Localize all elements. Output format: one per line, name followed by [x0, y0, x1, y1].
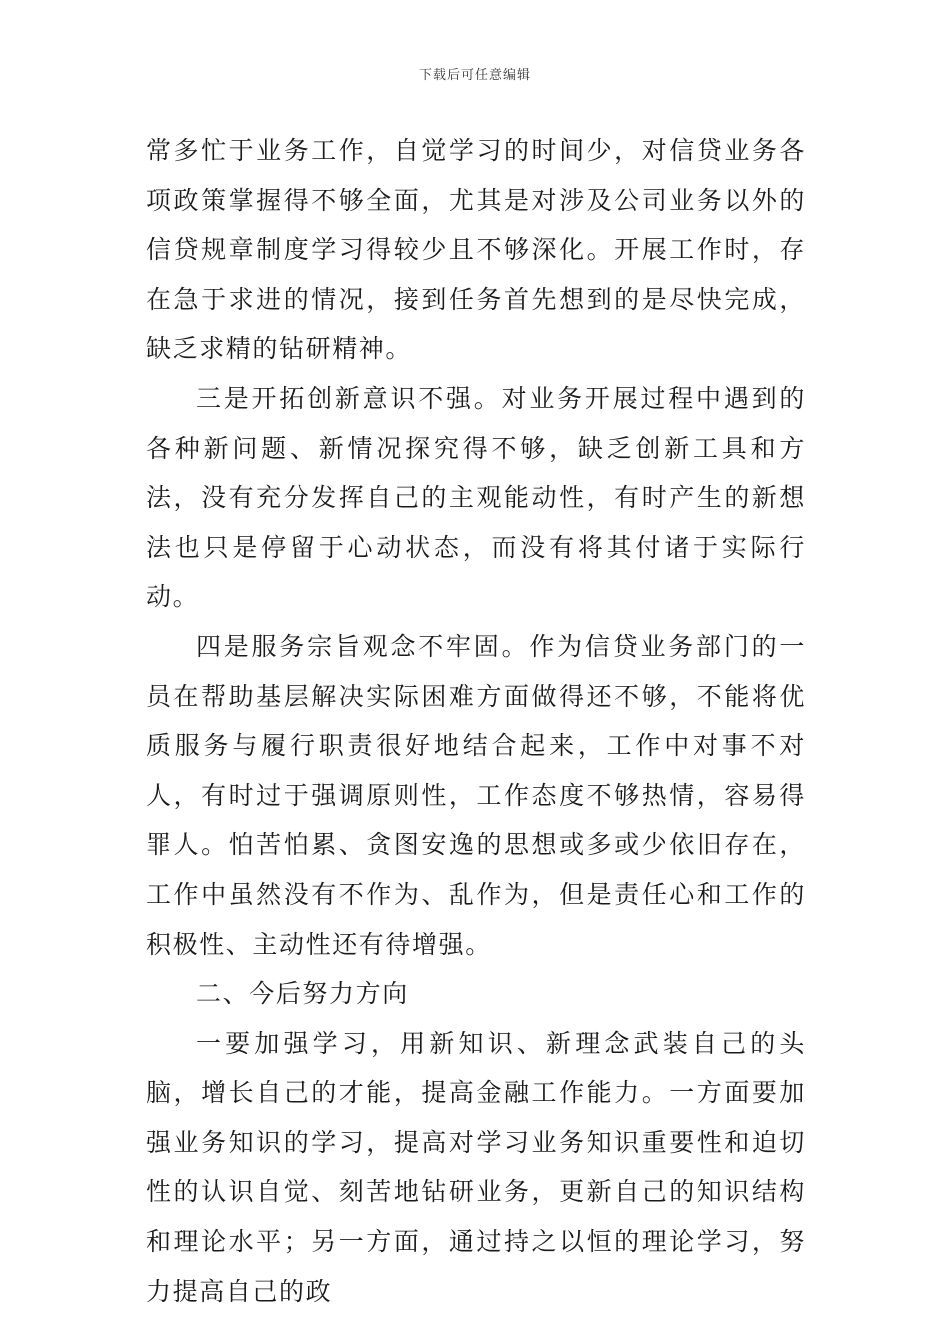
paragraph-continuation: 常多忙于业务工作，自觉学习的时间少，对信贷业务各项政策掌握得不够全面，尤其是对涉及公司业务以外的信贷规章制度学习得较少且不够深化。开展工作时，存在急于求进的情况，接到任务首先想到的是尽快完成，缺乏求精的钻研精神。	[146, 136, 806, 364]
paragraph-service: 四是服务宗旨观念不牢固。作为信贷业务部门的一员在帮助基层解决实际困难方面做得还不够，不能将优质服务与履行职责很好地结合起来，工作中对事不对人，有时过于强调原则性，工作态度不够热情，容易得罪人。怕苦怕累、贪图安逸的思想或多或少依旧存在，工作中虽然没有不作为、乱作为，但是责任心和工作的积极性、主动性还有待增强。	[146, 631, 806, 959]
paragraph-study: 一要加强学习，用新知识、新理念武装自己的头脑，增长自己的才能，提高金融工作能力。一方面要加强业务知识的学习，提高对学习业务知识重要性和迫切性的认识自觉、刻苦地钻研业务，更新自己的知识结构和理论水平；另一方面，通过持之以恒的理论学习，努力提高自己的政	[146, 1028, 806, 1306]
document-body	[146, 126, 806, 1316]
paragraph-innovation: 三是开拓创新意识不强。对业务开展过程中遇到的各种新问题、新情况探究得不够，缺乏创新工具和方法，没有充分发挥自己的主观能动性，有时产生的新想法也只是停留于心动状态，而没有将其付诸于实际行动。	[146, 383, 806, 612]
section-heading: 二、今后努力方向	[196, 979, 409, 1009]
header-note: 下载后可任意编辑	[418, 68, 531, 83]
